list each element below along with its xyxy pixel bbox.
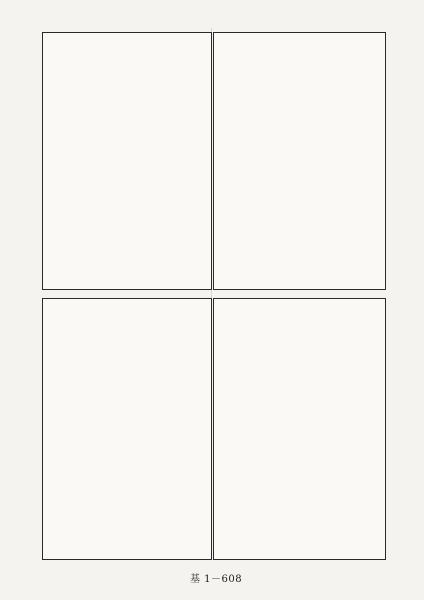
text-column xyxy=(339,36,347,286)
text-column xyxy=(106,302,114,556)
text-column xyxy=(226,302,234,556)
text-column xyxy=(80,302,88,556)
text-panel-bottom-left xyxy=(42,298,212,560)
text-column xyxy=(217,36,225,286)
text-columns xyxy=(46,36,208,286)
text-column xyxy=(97,302,105,556)
text-column xyxy=(149,36,157,286)
text-panel-top-right xyxy=(213,32,386,290)
text-column xyxy=(63,36,71,286)
text-column xyxy=(304,36,312,286)
text-column xyxy=(89,302,97,556)
text-column xyxy=(72,36,80,286)
text-column xyxy=(313,36,321,286)
text-column xyxy=(269,302,277,556)
text-column xyxy=(55,302,63,556)
text-column xyxy=(158,302,166,556)
text-column xyxy=(175,36,183,286)
text-column xyxy=(63,302,71,556)
text-column xyxy=(235,36,243,286)
text-column xyxy=(140,302,148,556)
text-column xyxy=(261,36,269,286)
text-column xyxy=(115,302,123,556)
text-columns xyxy=(46,302,208,556)
text-column xyxy=(374,36,382,286)
text-column xyxy=(123,36,131,286)
text-column xyxy=(296,302,304,556)
text-column xyxy=(72,302,80,556)
text-column xyxy=(192,302,200,556)
text-panel-bottom-right xyxy=(213,298,386,560)
text-column xyxy=(252,302,260,556)
text-column xyxy=(80,36,88,286)
text-column xyxy=(313,302,321,556)
text-column xyxy=(55,36,63,286)
text-column xyxy=(287,36,295,286)
text-column xyxy=(200,302,208,556)
text-column xyxy=(115,36,123,286)
text-column xyxy=(106,36,114,286)
text-column xyxy=(46,36,54,286)
text-column xyxy=(132,36,140,286)
text-columns xyxy=(217,36,382,286)
text-column xyxy=(183,302,191,556)
text-column xyxy=(357,302,365,556)
text-column xyxy=(183,36,191,286)
text-column xyxy=(296,36,304,286)
text-column xyxy=(287,302,295,556)
text-column xyxy=(322,302,330,556)
text-column xyxy=(322,36,330,286)
text-column xyxy=(366,302,374,556)
page-number: 基 1－608 xyxy=(190,574,243,585)
text-column xyxy=(166,302,174,556)
text-column xyxy=(217,302,225,556)
text-column xyxy=(348,302,356,556)
text-column xyxy=(175,302,183,556)
text-column xyxy=(243,302,251,556)
text-column xyxy=(278,302,286,556)
text-column xyxy=(235,302,243,556)
text-column xyxy=(200,36,208,286)
text-column xyxy=(46,302,54,556)
text-column xyxy=(339,302,347,556)
text-column xyxy=(278,36,286,286)
text-columns xyxy=(217,302,382,556)
text-column xyxy=(97,36,105,286)
text-column xyxy=(374,302,382,556)
text-column xyxy=(252,36,260,286)
text-column xyxy=(123,302,131,556)
text-column xyxy=(304,302,312,556)
text-column xyxy=(158,36,166,286)
text-column xyxy=(166,36,174,286)
text-column xyxy=(192,36,200,286)
text-column xyxy=(89,36,97,286)
text-panel-top-left xyxy=(42,32,212,290)
text-column xyxy=(366,36,374,286)
text-column xyxy=(269,36,277,286)
text-column xyxy=(149,302,157,556)
text-column xyxy=(331,302,339,556)
text-column xyxy=(243,36,251,286)
text-column xyxy=(261,302,269,556)
text-column xyxy=(132,302,140,556)
text-column xyxy=(357,36,365,286)
text-column xyxy=(331,36,339,286)
text-column xyxy=(140,36,148,286)
text-column xyxy=(226,36,234,286)
text-column xyxy=(348,36,356,286)
